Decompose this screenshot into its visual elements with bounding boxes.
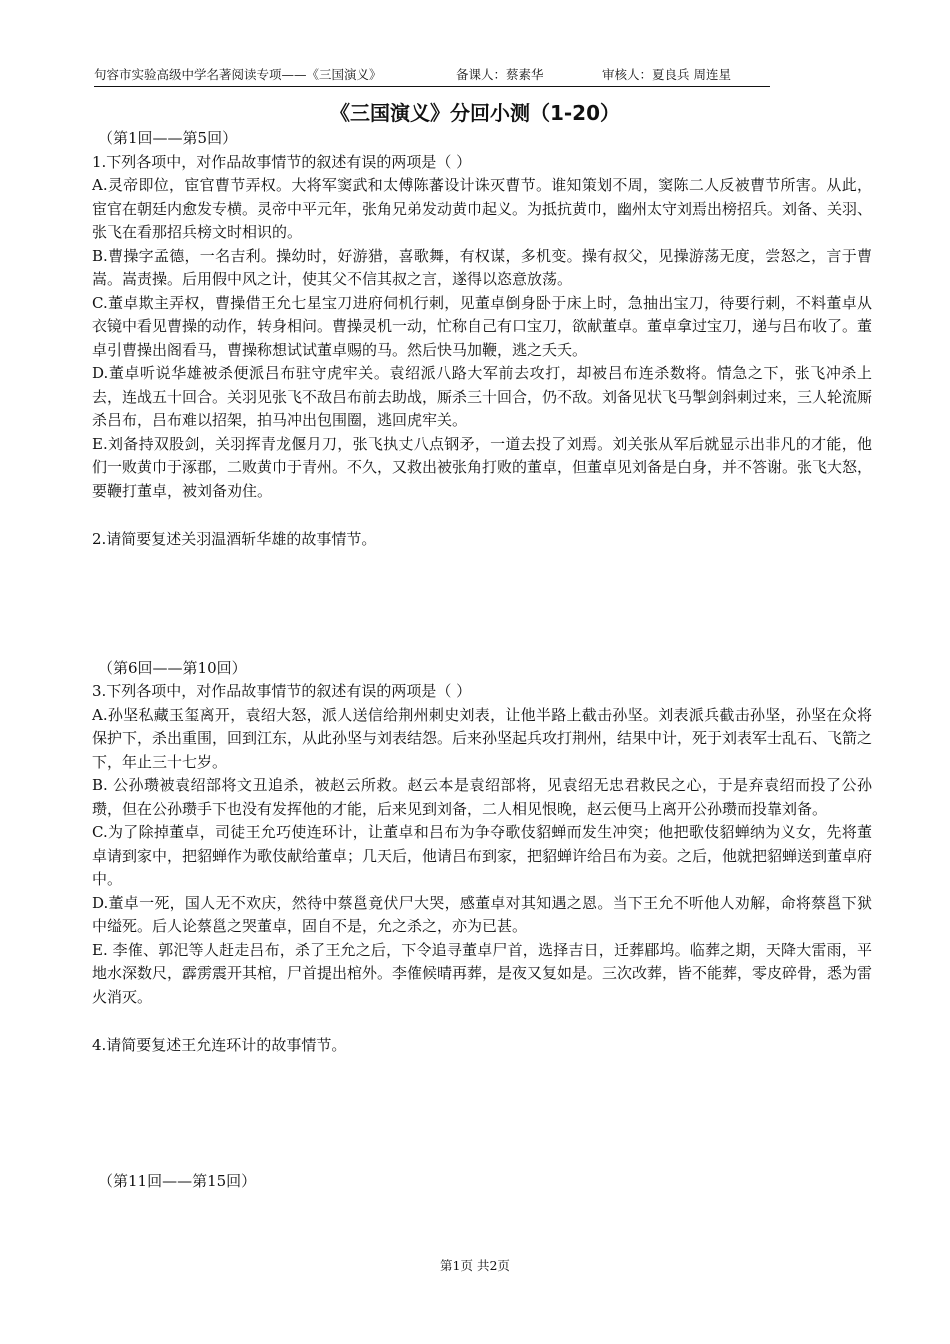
option-c: C.董卓欺主弄权，曹操借王允七星宝刀进府伺机行刺，见董卓倒身卧于床上时，急抽出宝刀，待要行刺，不料董卓从衣镜中看见曹操的动作，转身相问。曹操灵机一动，忙称自己有口宝刀，欲献董卓。董卓拿过宝刀，递与吕布收了。董卓引曹操出阁看马，曹操称想试试董卓赐的马。然后快马加鞭，逃之夭夭。 bbox=[92, 293, 873, 359]
question-stem: 3.下列各项中，对作品故事情节的叙述有误的两项是（ ） bbox=[92, 682, 472, 700]
page-header bbox=[94, 66, 770, 87]
header-school: 句容市实验高级中学名著阅读专项——《三国演义》 bbox=[94, 67, 382, 82]
header-reviewer: 审核人：夏良兵 周连星 bbox=[602, 67, 731, 82]
header-preparer: 备课人：蔡素华 bbox=[456, 67, 544, 82]
question-stem: 1.下列各项中，对作品故事情节的叙述有误的两项是（ ） bbox=[92, 152, 472, 171]
answer-space bbox=[92, 1058, 872, 1170]
option-d: D.董卓一死，国人无不欢庆，然待中蔡邕竟伏尸大哭，感董卓对其知遇之恩。当下王允不听他人劝解，命将蔡邕下狱中缢死。后人论蔡邕之哭董卓，固自不是，允之杀之，亦为已甚。 bbox=[92, 893, 872, 935]
spacer bbox=[92, 1009, 872, 1034]
section-label: （第1回——第5回） bbox=[98, 129, 238, 147]
open-question: 4.请简要复述王允连环计的故事情节。 bbox=[92, 1036, 347, 1054]
open-question: 2.请简要复述关羽温酒斩华雄的故事情节。 bbox=[92, 530, 377, 548]
option-b: B.曹操字孟德，一名吉利。操幼时，好游猎，喜歌舞，有权谋，多机变。操有叔父，见操游荡无度，尝怒之，言于曹嵩。嵩责操。后用假中风之计，使其父不信其叔之言，遂得以恣意放荡。 bbox=[92, 246, 872, 288]
option-d: D.董卓听说华雄被杀便派吕布驻守虎牢关。袁绍派八路大军前去攻打，却被吕布连杀数将。情急之下，张飞冲杀上去，连战五十回合。关羽见张飞不敌吕布前去助战，厮杀三十回合，仍不敌。刘备见状飞马掣剑斜刺过来，三人轮流厮杀吕布，吕布难以招架，拍马冲出包围圈，逃回虎牢关。 bbox=[92, 364, 873, 429]
option-a: A.灵帝即位，宦官曹节弄权。大将军窦武和太傅陈蕃设计诛灭曹节。谁知策划不周，窦陈二人反被曹节所害。从此，宦官在朝廷内愈发专横。灵帝中平元年，张角兄弟发动黄巾起义。为抵抗黄巾，幽州太守刘焉出榜招兵。刘备、关羽、张飞在看那招兵榜文时相识的。 bbox=[92, 176, 873, 241]
option-e: E.刘备持双股剑，关羽挥青龙偃月刀，张飞执丈八点钢矛，一道去投了刘焉。刘关张从军后就显示出非凡的才能，他们一败黄巾于涿郡，二败黄巾于青州。不久，又救出被张角打败的董卓，但董卓见刘备是白身，并不答谢。张飞大怒，要鞭打董卓，被刘备劝住。 bbox=[92, 434, 873, 500]
page-title: 《三国演义》分回小测（1-20） bbox=[329, 101, 621, 125]
option-e: E. 李傕、郭汜等人赶走吕布，杀了王允之后，下令追寻董卓尸首，选择吉日，迁葬郿坞。临葬之期，天降大雷雨，平地水深数尺，霹雳震开其棺，尸首提出棺外。李傕候晴再葬，是夜又复如是。三次改葬，皆不能葬，零皮碎骨，悉为雷火消灭。 bbox=[92, 940, 873, 1006]
page-footer: 第1页 共2页 bbox=[440, 1258, 510, 1273]
answer-space bbox=[92, 552, 872, 657]
option-b: B. 公孙瓒被袁绍部将文丑追杀，被赵云所救。赵云本是袁绍部将，见袁绍无忠君救民之心，于是弃袁绍而投了公孙瓒，但在公孙瓒手下也没有发挥他的才能，后来见到刘备，二人相见恨晚，赵云便马上离开公孙瓒而投靠刘备。 bbox=[92, 776, 872, 818]
option-a: A.孙坚私藏玉玺离开，袁绍大怒，派人送信给荆州刺史刘表，让他半路上截击孙坚。刘表派兵截击孙坚，孙坚在众将保护下，杀出重围，回到江东，从此孙坚与刘表结怨。后来孙坚起兵攻打荆州，结果中计，死于刘表军士乱石、飞箭之下，年止三十七岁。 bbox=[92, 705, 873, 771]
section-label: （第11回——第15回） bbox=[98, 1171, 257, 1190]
section-label: （第6回——第10回） bbox=[98, 658, 247, 677]
document-body bbox=[92, 127, 872, 1193]
spacer bbox=[92, 503, 872, 528]
option-c: C.为了除掉董卓，司徒王允巧使连环计，让董卓和吕布为争夺歌伎貂蝉而发生冲突；他把歌伎貂蝉纳为义女，先将董卓请到家中，把貂蝉作为歌伎献给董卓；几天后，他请吕布到家，把貂蝉许给吕布为妾。之后，他就把貂蝉送到董卓府中。 bbox=[92, 823, 873, 888]
